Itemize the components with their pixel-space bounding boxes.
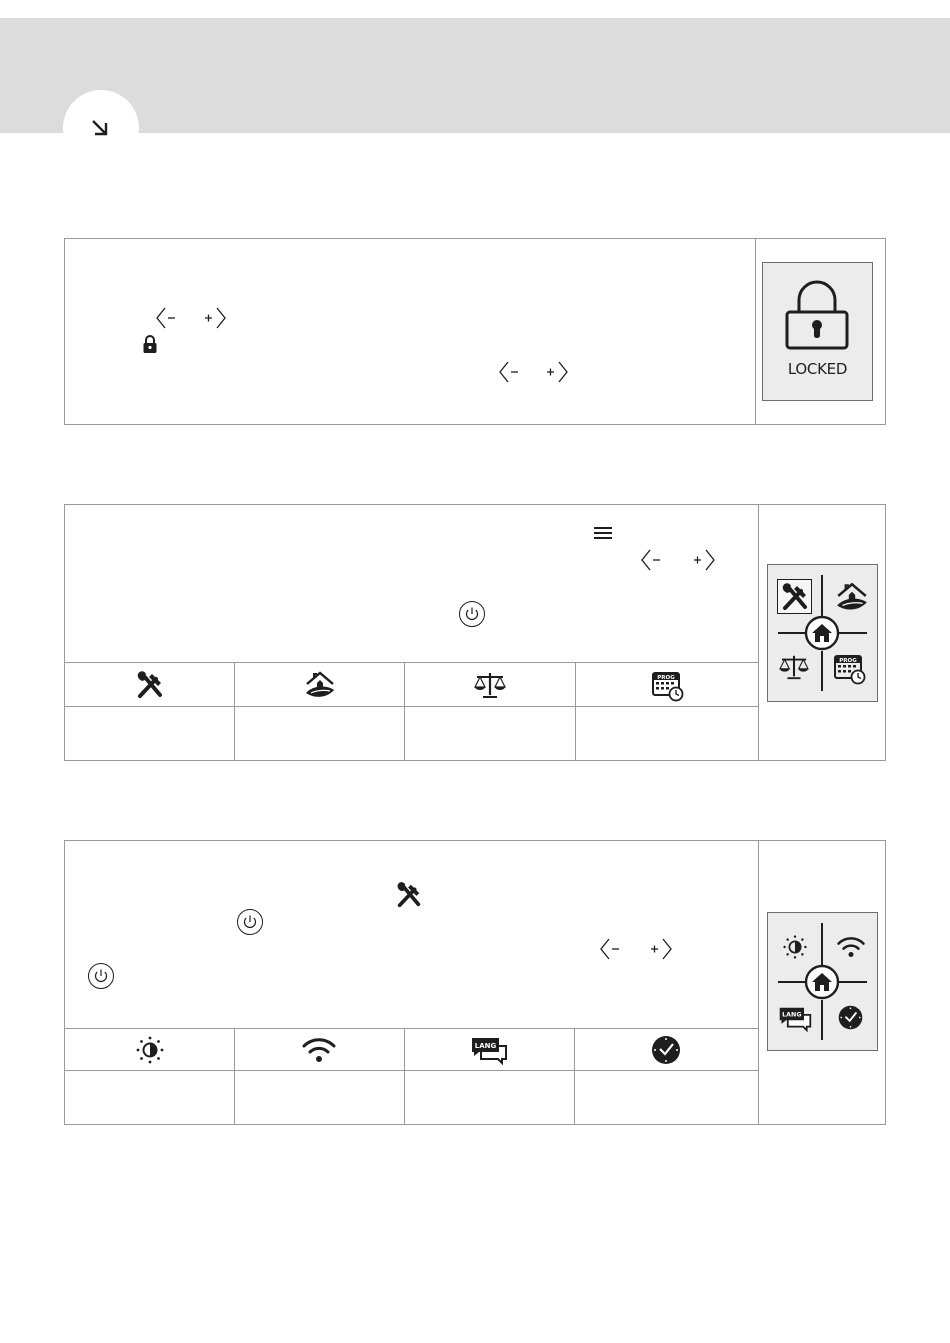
program-calendar-icon — [833, 651, 867, 685]
clock-icon — [650, 1034, 682, 1066]
lang-label: LANG — [782, 1011, 802, 1019]
minus-left-chevron-icon — [155, 305, 181, 331]
brightness-icon — [135, 1035, 165, 1065]
header-band — [0, 18, 950, 133]
menu-icon — [593, 525, 613, 541]
plus-right-chevron-icon — [692, 547, 718, 573]
eco-home-icon — [834, 579, 870, 615]
tools-icon — [780, 582, 810, 612]
language-icon — [777, 1005, 813, 1032]
table-header-line — [65, 706, 758, 707]
scale-icon — [473, 670, 507, 700]
table-top-line — [65, 1028, 758, 1029]
settings-section — [64, 840, 886, 1125]
power-icon — [236, 908, 264, 936]
eco-home-icon — [303, 668, 337, 702]
plus-right-chevron-icon — [649, 936, 675, 962]
table-col-line — [574, 1028, 575, 1124]
minus-left-chevron-icon — [599, 936, 625, 962]
lock-section — [64, 238, 886, 425]
lock-icon — [782, 278, 852, 350]
main-menu-display-panel — [767, 564, 878, 702]
lang-label: LANG — [474, 1042, 497, 1050]
lock-section-divider — [755, 239, 756, 424]
locked-display-panel — [762, 262, 873, 401]
tools-icon — [135, 670, 165, 700]
prog-label: PROG — [657, 675, 675, 681]
wifi-icon — [836, 935, 866, 959]
table-col-line — [234, 662, 235, 760]
brightness-icon — [782, 934, 808, 960]
program-calendar-icon — [651, 668, 685, 702]
minus-left-chevron-icon — [640, 547, 666, 573]
table-col-line — [404, 662, 405, 760]
table-col-line — [404, 1028, 405, 1124]
table-header-line — [65, 1070, 758, 1071]
clock-icon — [837, 1004, 864, 1031]
power-icon — [458, 600, 486, 628]
plus-right-chevron-icon — [203, 305, 229, 331]
table-top-line — [65, 662, 758, 663]
language-icon — [469, 1035, 509, 1065]
power-icon — [87, 962, 115, 990]
home-icon — [811, 972, 833, 992]
main-menu-section — [64, 504, 886, 761]
table-col-line — [575, 662, 576, 760]
lock-icon — [142, 334, 158, 354]
table-col-line — [234, 1028, 235, 1124]
scale-icon — [778, 653, 810, 681]
header-badge — [63, 90, 139, 166]
settings-display-panel — [767, 912, 878, 1051]
plus-right-chevron-icon — [545, 359, 571, 385]
arrow-down-right-icon — [89, 118, 113, 140]
wifi-icon — [301, 1036, 337, 1064]
settings-divider — [758, 841, 759, 1124]
locked-label: LOCKED — [787, 360, 848, 378]
prog-label: PROG — [839, 658, 857, 664]
main-menu-divider — [758, 505, 759, 760]
home-icon — [811, 623, 833, 643]
minus-left-chevron-icon — [498, 359, 524, 385]
tools-icon — [395, 881, 423, 909]
